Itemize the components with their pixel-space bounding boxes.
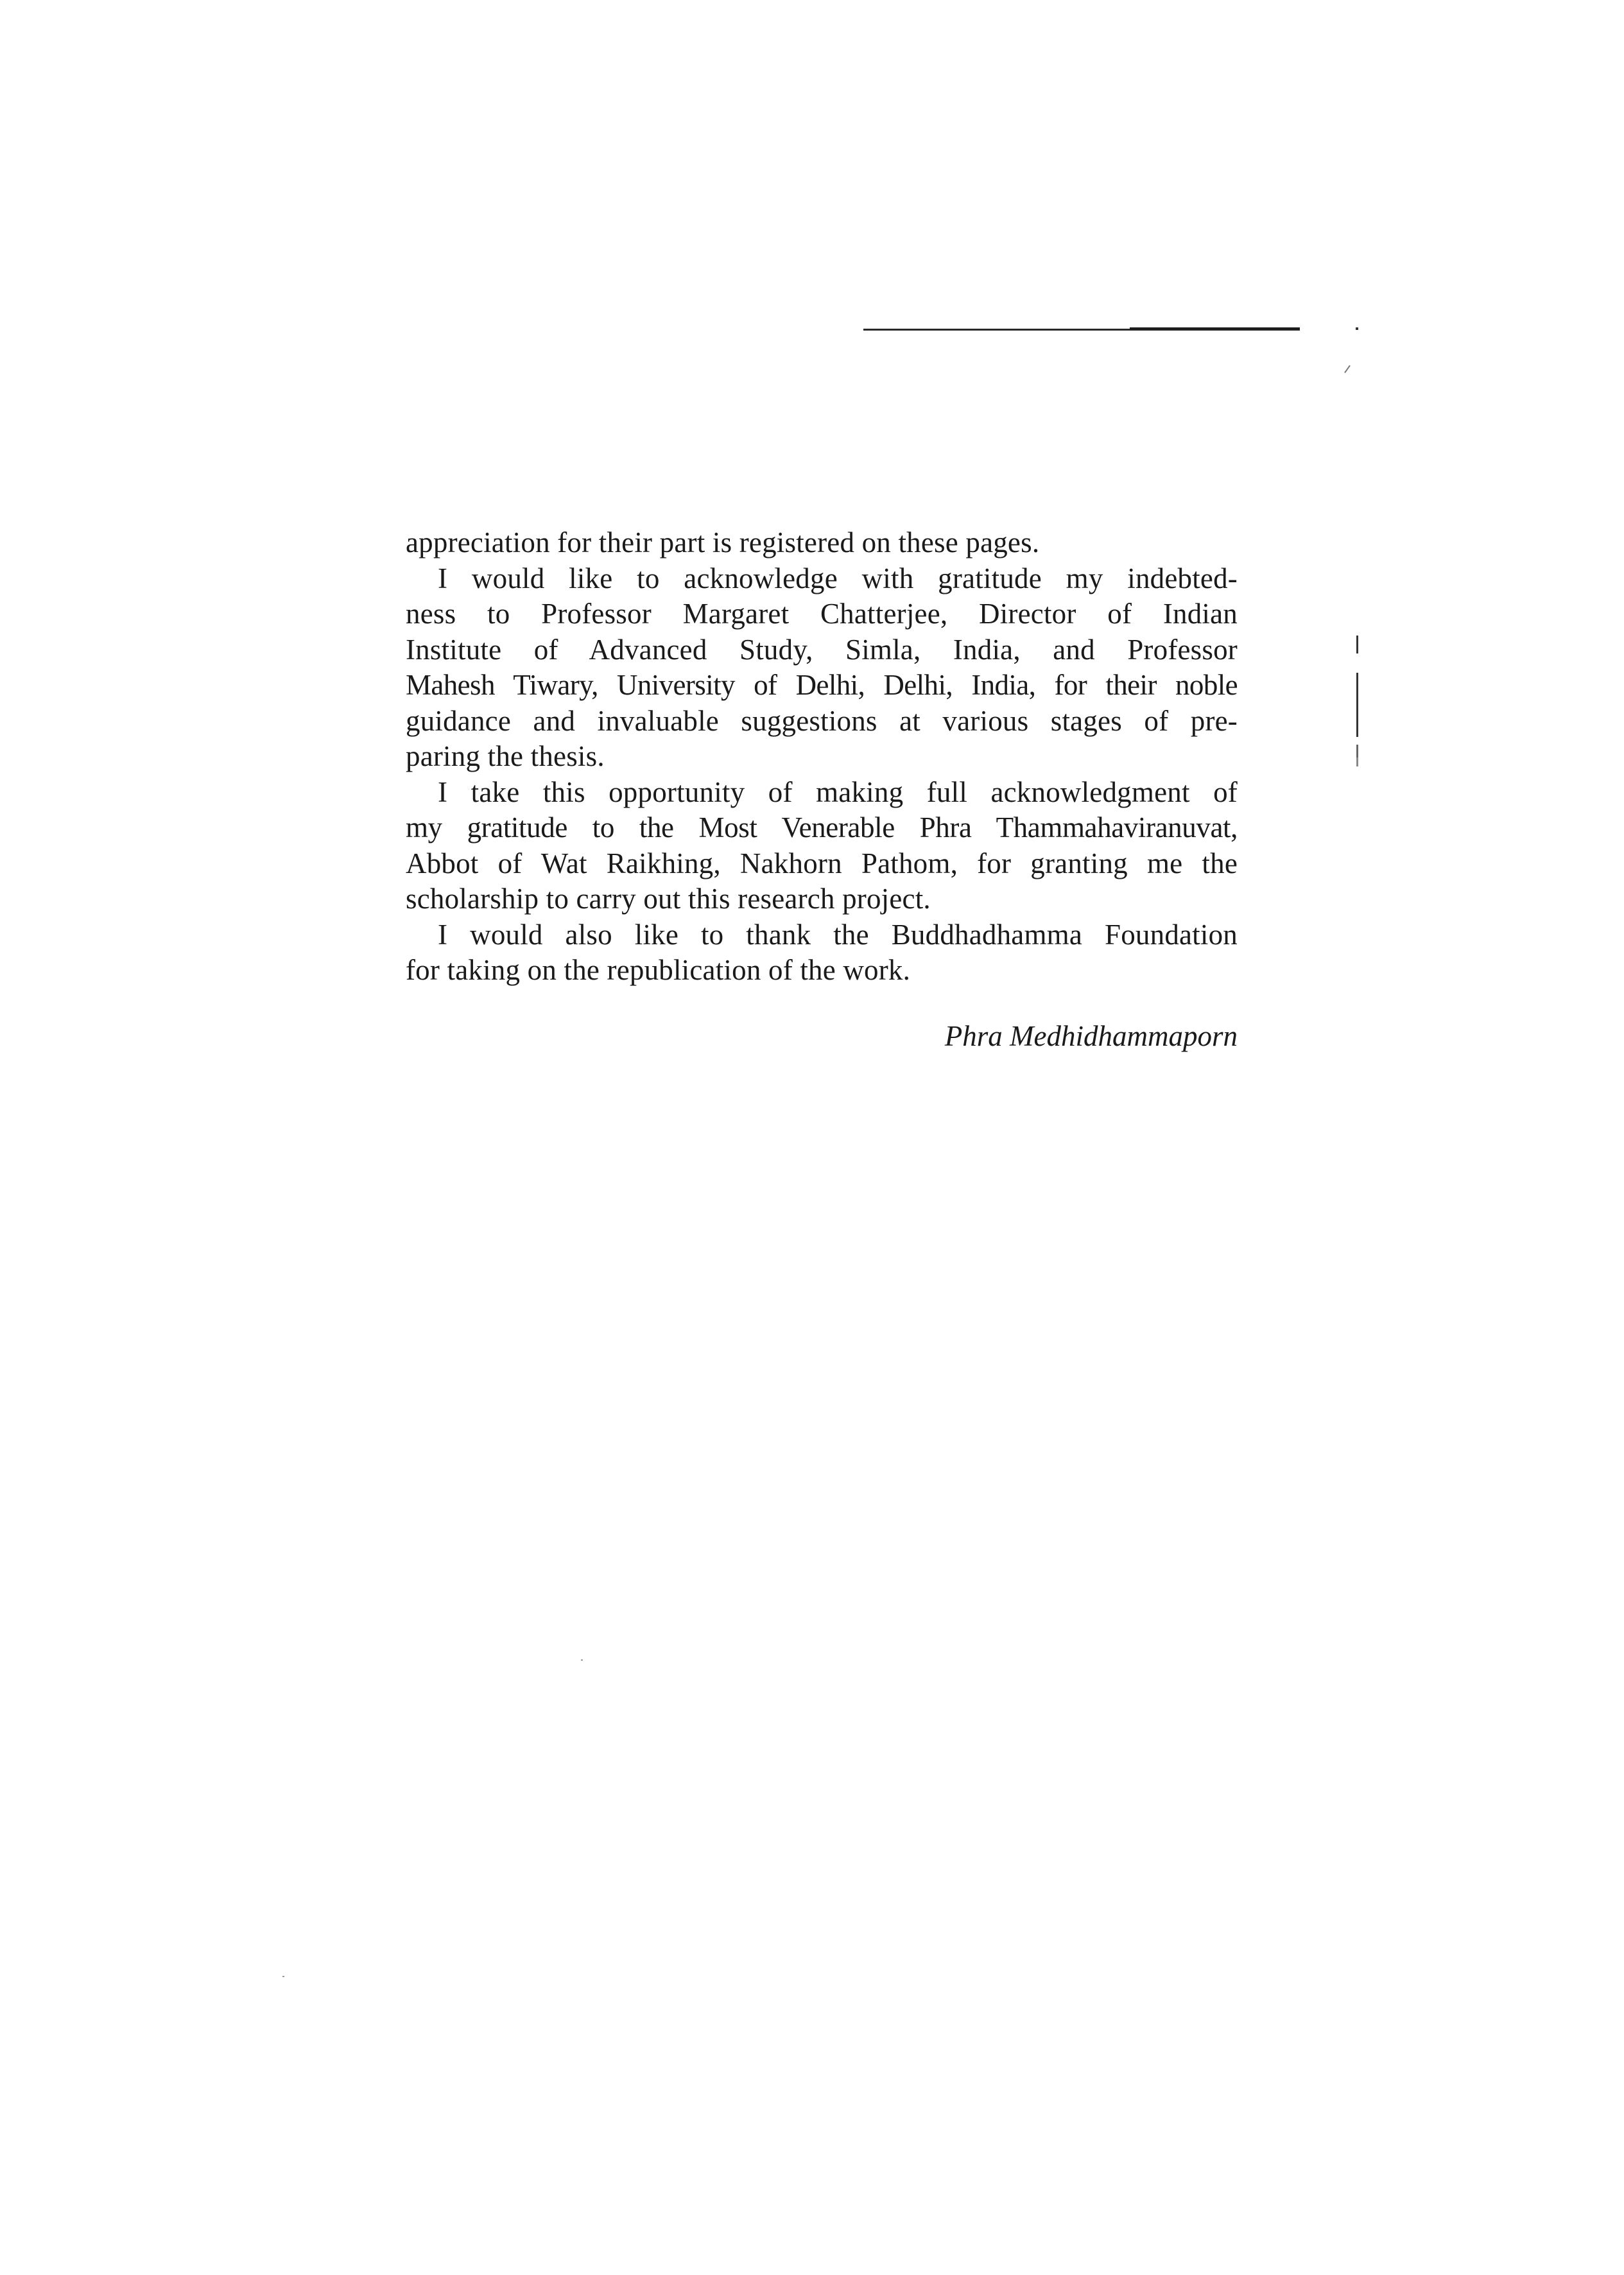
scan-speck — [282, 1976, 284, 1977]
acknowledgment-text — [406, 525, 1238, 989]
text-line: ness to Professor Margaret Chatterjee, Director of Indian — [406, 598, 1238, 630]
text-line: guidance and invaluable suggestions at various stages of pre- — [406, 704, 1238, 737]
scan-speck — [581, 1659, 583, 1661]
margin-mark — [1356, 673, 1358, 737]
margin-mark — [1356, 757, 1358, 766]
text-line: I take this opportunity of making full acknowledgment of — [438, 775, 1238, 808]
text-line: Abbot of Wat Raikhing, Nakhorn Pathom, for granting me the — [406, 847, 1238, 879]
scan-artifact-rule-dark — [1130, 327, 1300, 330]
text-line: scholarship to carry out this research project. — [406, 883, 931, 915]
text-line: my gratitude to the Most Venerable Phra Thammahaviranuvat, — [406, 811, 1238, 843]
text-line: appreciation for their part is registered on these pages. — [406, 526, 1040, 558]
text-line: Mahesh Tiwary, University of Delhi, Delhi, India, for their noble — [406, 669, 1238, 701]
text-line: I would also like to thank the Buddhadhamma Foundation — [438, 918, 1238, 951]
text-line: for taking on the republication of the work. — [406, 954, 911, 986]
text-line: I would like to acknowledge with gratitude my indebted- — [438, 562, 1238, 594]
text-line: Institute of Advanced Study, Simla, India, and Professor — [406, 633, 1238, 666]
text-line: paring the thesis. — [406, 740, 605, 772]
scan-artifact-dot — [1356, 327, 1358, 330]
scan-artifact-tick — [1344, 365, 1351, 374]
margin-mark — [1356, 636, 1358, 653]
author-signature: Phra Medhidhammaporn — [944, 1020, 1238, 1052]
